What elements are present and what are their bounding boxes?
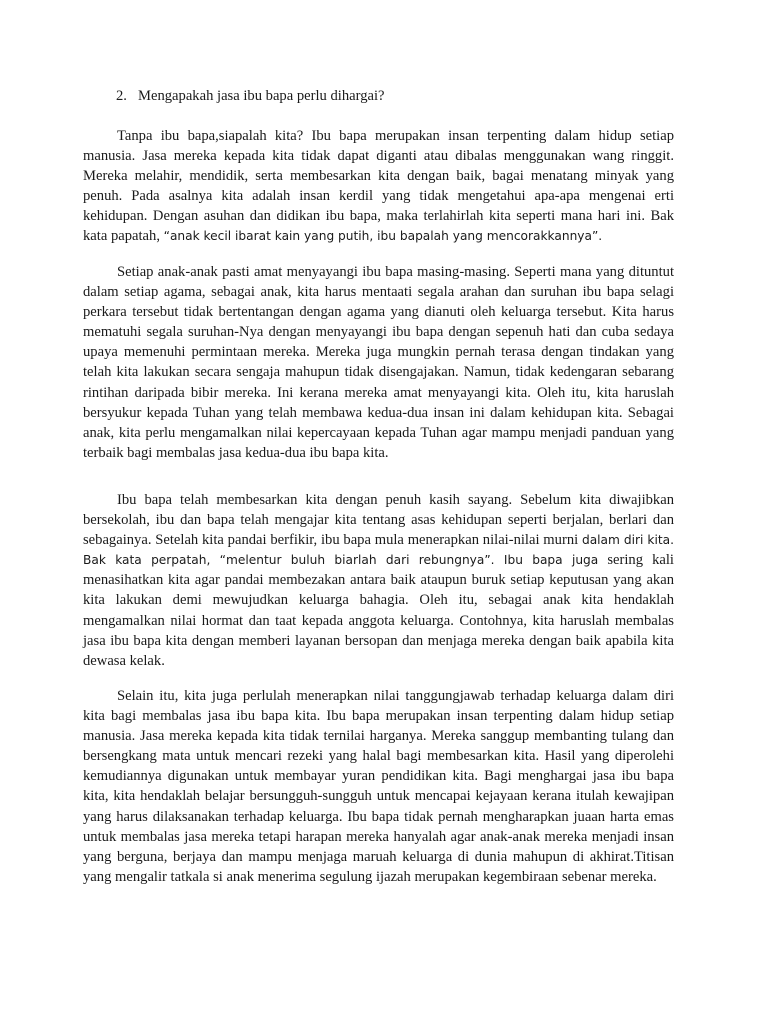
question-text: Mengapakah jasa ibu bapa perlu dihargai? bbox=[138, 88, 385, 104]
question-heading bbox=[116, 86, 385, 106]
paragraph-2-text: Setiap anak-anak pasti amat menyayangi ibu bapa masing-masing. Seperti mana yang dituntut dalam setiap agama, sebagai anak, kita harus mentaati segala arahan dan suruhan ibu bapa selagi perkara tersebut tidak bertentangan dengan agama yang dianuti oleh keluarga tersebut. Kita harus mematuhi segala suruhan-Nya dengan menyayangi ibu bapa dengan sepenuh hati dan cuba sedaya upaya memenuhi permintaan mereka. Mereka juga mungkin pernah terasa dengan tindakan yang telah kita lakukan secara sengaja mahupun tidak disengajakan. Namun, tidak kedengaran sebarang rintihan daripada bibir mereka. Ini kerana mereka amat menyayangi kita. Oleh itu, kita haruslah bersyukur kepada Tuhan yang telah membawa kedua-dua insan ini dalam kehidupan kita. Sebagai anak, kita perlu mengamalkan nilai kepercayaan kepada Tuhan agar mampu menjadi panduan yang terbaik bagi membalas jasa kedua-dua ibu bapa kita. bbox=[83, 264, 674, 461]
paragraph-1-proverb: “anak kecil ibarat kain yang putih, ibu bapalah yang mencorakkannya”. bbox=[163, 229, 603, 244]
paragraph-4 bbox=[83, 686, 674, 887]
paragraph-3-text-after: sering kali menasihatkan kita agar pandai membezakan antara baik ataupun buruk setiap keputusan yang akan kita lakukan demi mewujudkan keluarga bahagia. Oleh itu, sebagai anak kita hendaklah mengamalkan nilai hormat dan taat kepada anggota keluarga. Contohnya, kita haruslah membalas jasa ibu bapa kita dengan memberi layanan bersopan dan menjaga mereka dengan baik apabila kita dewasa kelak. bbox=[83, 552, 674, 669]
paragraph-3-proverb: dalam diri kita. Bak kata perpatah, “melentur buluh biarlah dari rebungnya”. Ibu bapa juga bbox=[83, 533, 674, 568]
question-number: 2. bbox=[116, 88, 127, 104]
paragraph-3 bbox=[83, 490, 674, 671]
paragraph-2 bbox=[83, 262, 674, 463]
paragraph-3-text-before: Ibu bapa telah membesarkan kita dengan penuh kasih sayang. Sebelum kita diwajibkan bersekolah, ibu dan bapa telah mengajar kita tentang asas kehidupan seperti berjalan, berlari dan sebagainya. Setelah kita pandai berfikir, ibu bapa mula menerapkan nilai-nilai murni bbox=[83, 492, 674, 549]
paragraph-4-text: Selain itu, kita juga perlulah menerapkan nilai tanggungjawab terhadap keluarga dalam diri kita bagi membalas jasa ibu bapa kita. Ibu bapa merupakan insan terpenting dalam hidup setiap manusia. Jasa mereka kepada kita tidak ternilai harganya. Mereka sanggup membanting tulang dan bersengkang mata untuk mencari rezeki yang halal bagi membesarkan kita. Hasil yang diperolehi kemudiannya digunakan untuk membayar yuran pendidikan kita. Bagi menghargai jasa ibu bapa kita, kita hendaklah belajar bersungguh-sungguh untuk mencapai kejayaan kerana itulah kewajipan yang harus dilaksanakan terhadap keluarga. Ibu bapa tidak pernah mengharapkan juaan harta emas untuk membalas jasa mereka tetapi harapan mereka hanyalah agar anak-anak mereka menjadi insan yang berguna, berjaya dan mampu menjaga maruah keluarga di dunia mahupun di akhirat.Titisan yang mengalir tatkala si anak menerima segulung ijazah merupakan kegembiraan sebenar mereka. bbox=[83, 688, 674, 885]
paragraph-1 bbox=[83, 126, 674, 247]
paragraph-1-text: Tanpa ibu bapa,siapalah kita? Ibu bapa merupakan insan terpenting dalam hidup setiap manusia. Jasa mereka kepada kita tidak dapat diganti atau dibalas menggunakan wang ringgit. Mereka melahir, mendidik, serta membesarkan kita dengan baik, bagai menatang minyak yang penuh. Pada asalnya kita adalah insan kerdil yang tidak mengetahui apa-apa mengenai erti kehidupan. Dengan asuhan dan didikan ibu bapa, maka terlahirlah kita seperti mana hari ini. Bak kata papatah, bbox=[83, 128, 674, 245]
